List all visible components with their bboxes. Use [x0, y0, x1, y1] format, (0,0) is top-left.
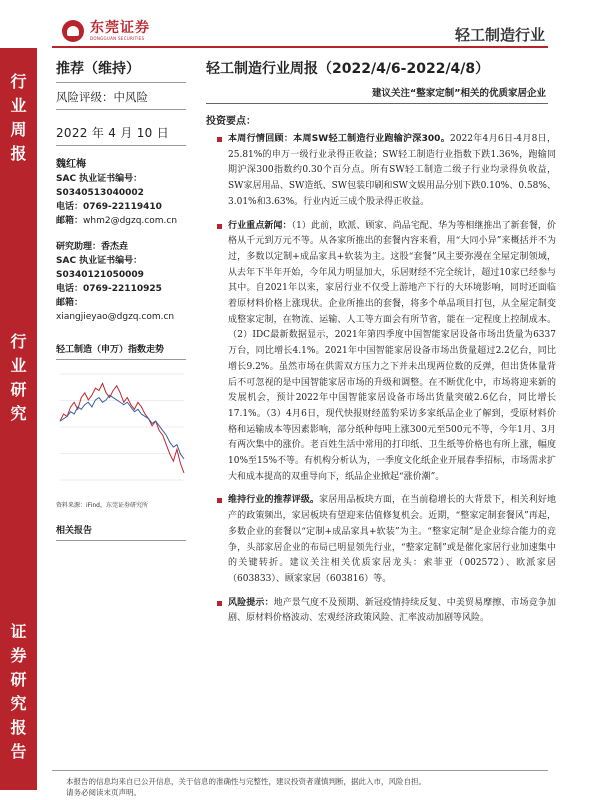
side-label-char: 告	[10, 742, 27, 761]
cert-label: SAC 执业证书编号：	[56, 256, 143, 266]
assistant-name: 研究助理：香杰垚	[56, 242, 129, 252]
footer-divider	[52, 770, 548, 771]
key-points	[216, 132, 556, 635]
point-market-review	[216, 132, 556, 211]
side-label-char: 研	[10, 670, 27, 689]
analyst-block	[56, 158, 186, 228]
point-industry-news	[216, 219, 556, 486]
point-lead: 维持行业的推荐评级。	[228, 495, 320, 506]
point-text: 地产景气度不及预期、新冠疫情持续反复、中美贸易摩擦、市场竞争加剧、原材料价格波动、宏观经济政策风险、汇率波动加剧等风险。	[228, 597, 556, 624]
header-divider	[52, 46, 548, 48]
side-label-char: 究	[10, 694, 27, 713]
side-label-char: 行	[10, 332, 27, 351]
point-lead: 本周行情回顾：本周SW轻工制造行业跑输沪深300。	[228, 134, 451, 144]
side-label-char: 究	[10, 404, 27, 423]
side-label-char: 报	[10, 144, 27, 163]
analyst-phone: 电话：0769-22119410	[56, 202, 162, 212]
brand-logo	[62, 20, 150, 42]
report-date: 2022 年 4 月 10 日	[56, 126, 170, 140]
brand-text	[90, 21, 150, 41]
email-label: 邮箱：	[56, 298, 84, 308]
cert-label: SAC 执业证书编号：	[56, 174, 143, 184]
side-label-char: 报	[10, 718, 27, 737]
chart-title: 轻工制造（申万）指数走势	[56, 342, 186, 360]
side-label-char: 周	[10, 120, 27, 139]
related-reports[interactable]: 相关报告	[56, 523, 186, 541]
point-recommendation	[216, 493, 556, 587]
brand-name-en: DONGGUAN SECURITIES	[90, 36, 145, 41]
point-text: （1）此前，欧派、顾家、尚品宅配、华为等相继推出了新套餐，价格从千元到万元不等。从各家所推出的套餐内容来看，用“大同小异”来概括并不为过，多数以定制+成品家具+软装为主。这股“套餐”风主要弥漫在全屋定制领域，从去年下半年开始，今年风力明显加大，乐居财经不完全统计，超过10家已经参与其中。自2021年以来，家居行业不仅受上游地产下行的大环境影响，同时还面临着原材料价格上涨现状。企业所推出的套餐，将多个单品项目打包，从全屋定制变成整家定制，在物流、运输、人工等方面会有所节省，能在一定程度上控制成本。（2）IDC最新数据显示，2021年第四季度中国智能家居设备市场出货量为6337万台，同比增长4.1%。2021年中国智能家居设备市场出货量超过2.2亿台，同比增长9.2%。虽然市场在供需双方压力之下并未出现两位数的反弹，但出货体量背后不可忽视的是中国智能家居市场的升级和调整。在不断优化中，市场将迎来新的发展机会，预计2022年中国智能家居设备市场出货量突破2.6亿台，同比增长17.1%。（3）4月6日，现代快报财经蓝豹采访多家纸品企业了解到，受原材料价格和运输成本等因素影响，部分纸种每吨上涨300元至500元不等，今年1月、3月有两次集中的涨价。老百姓生活中常用的打印纸、卫生纸等价格也有所上涨，幅度10%至15%不等。有机构分析认为，一季度文化纸企业开展春季招标，市场需求扩大和成本提高的双重导向下，纸品企业掀起“涨价潮”。	[228, 220, 557, 482]
point-lead: 风险提示：	[228, 597, 274, 608]
disclaimer-line: 本报告的信息均来自已公开信息，关于信息的准确性与完整性，建议投资者谨慎判断，据此入市，风险自担。	[66, 777, 426, 786]
brand-logo-icon	[62, 20, 84, 42]
chart-series-line	[60, 383, 184, 473]
divider	[56, 145, 186, 146]
left-info-column	[56, 52, 186, 541]
report-title: 轻工制造行业周报（2022/4/6-2022/4/8）	[206, 61, 490, 77]
rating: 推荐（维持）	[56, 61, 140, 77]
analyst-name: 魏红梅	[56, 159, 86, 170]
report-subtitle: 建议关注“整家定制”相关的优质家居企业	[372, 88, 546, 99]
analyst-email[interactable]: whm2@dgzq.com.cn	[83, 216, 178, 226]
side-label-char: 业	[10, 356, 27, 375]
subtitle-divider	[206, 103, 548, 104]
side-label-char: 券	[10, 646, 27, 665]
side-label-weekly	[0, 70, 37, 166]
side-label-char: 研	[10, 380, 27, 399]
point-lead: 行业重点新闻：	[228, 220, 292, 231]
header-industry: 轻工制造行业	[454, 26, 545, 44]
brand-name-cn: 东莞证券	[90, 20, 150, 36]
side-label-report	[0, 620, 37, 764]
side-label-char: 业	[10, 96, 27, 115]
side-label-char: 行	[10, 72, 27, 91]
point-risks	[216, 596, 556, 627]
assistant-email[interactable]: xiangjieyao@dgzq.com.cn	[56, 312, 175, 322]
assistant-phone: 电话：0769-22110925	[56, 284, 162, 294]
point-text: 2022年4月6日-4月8日，25.81%的申万一级行业录得正收益；SW轻工制造行业指数下跌1.36%，跑输同期沪深300指数约0.30个百分点。所有SW轻工制造二级子行业均录得负收益，SW家居用品、SW造纸、SW包装印刷和SW文娱用品分别下跌0.10%、0.58%、3.01%和3.63%。行业内近三成个股录得正收益。	[228, 134, 556, 207]
assistant-block	[56, 240, 186, 324]
side-label-char: 证	[10, 622, 27, 641]
point-text: 家居用品板块方面，在当前稳增长的大背景下，相关利好地产的政策频出，家居板块有望迎来估值修复机会。近期，“整家定制套餐风”再起，多数企业的套餐以“定制+成品家具+软装”为主。“整家定制”是企业综合能力的竞争，头部家居企业的布局已明显领先行业，“整家定制”或是催化家居行业加速集中的关键转折。建议关注相关优质家居龙头：索菲亚（002572）、欧派家居（603833）、顾家家居（603816）等。	[228, 495, 556, 584]
cert-number: S0340513040002	[56, 188, 144, 198]
side-bar	[0, 48, 37, 790]
key-points-heading: 投资要点：	[206, 116, 256, 127]
divider	[56, 82, 186, 83]
email-label: 邮箱：	[56, 216, 84, 226]
index-trend-chart	[56, 364, 188, 494]
side-label-research	[0, 330, 37, 426]
divider	[56, 109, 186, 110]
risk-rating: 风险评级：中风险	[56, 90, 148, 104]
disclaimer-line: 请务必阅读末页声明。	[66, 788, 141, 797]
chart-source: 资料来源：iFind，东莞证券研究所	[56, 502, 148, 509]
disclaimer	[66, 776, 546, 798]
cert-number: S0340121050009	[56, 270, 144, 280]
